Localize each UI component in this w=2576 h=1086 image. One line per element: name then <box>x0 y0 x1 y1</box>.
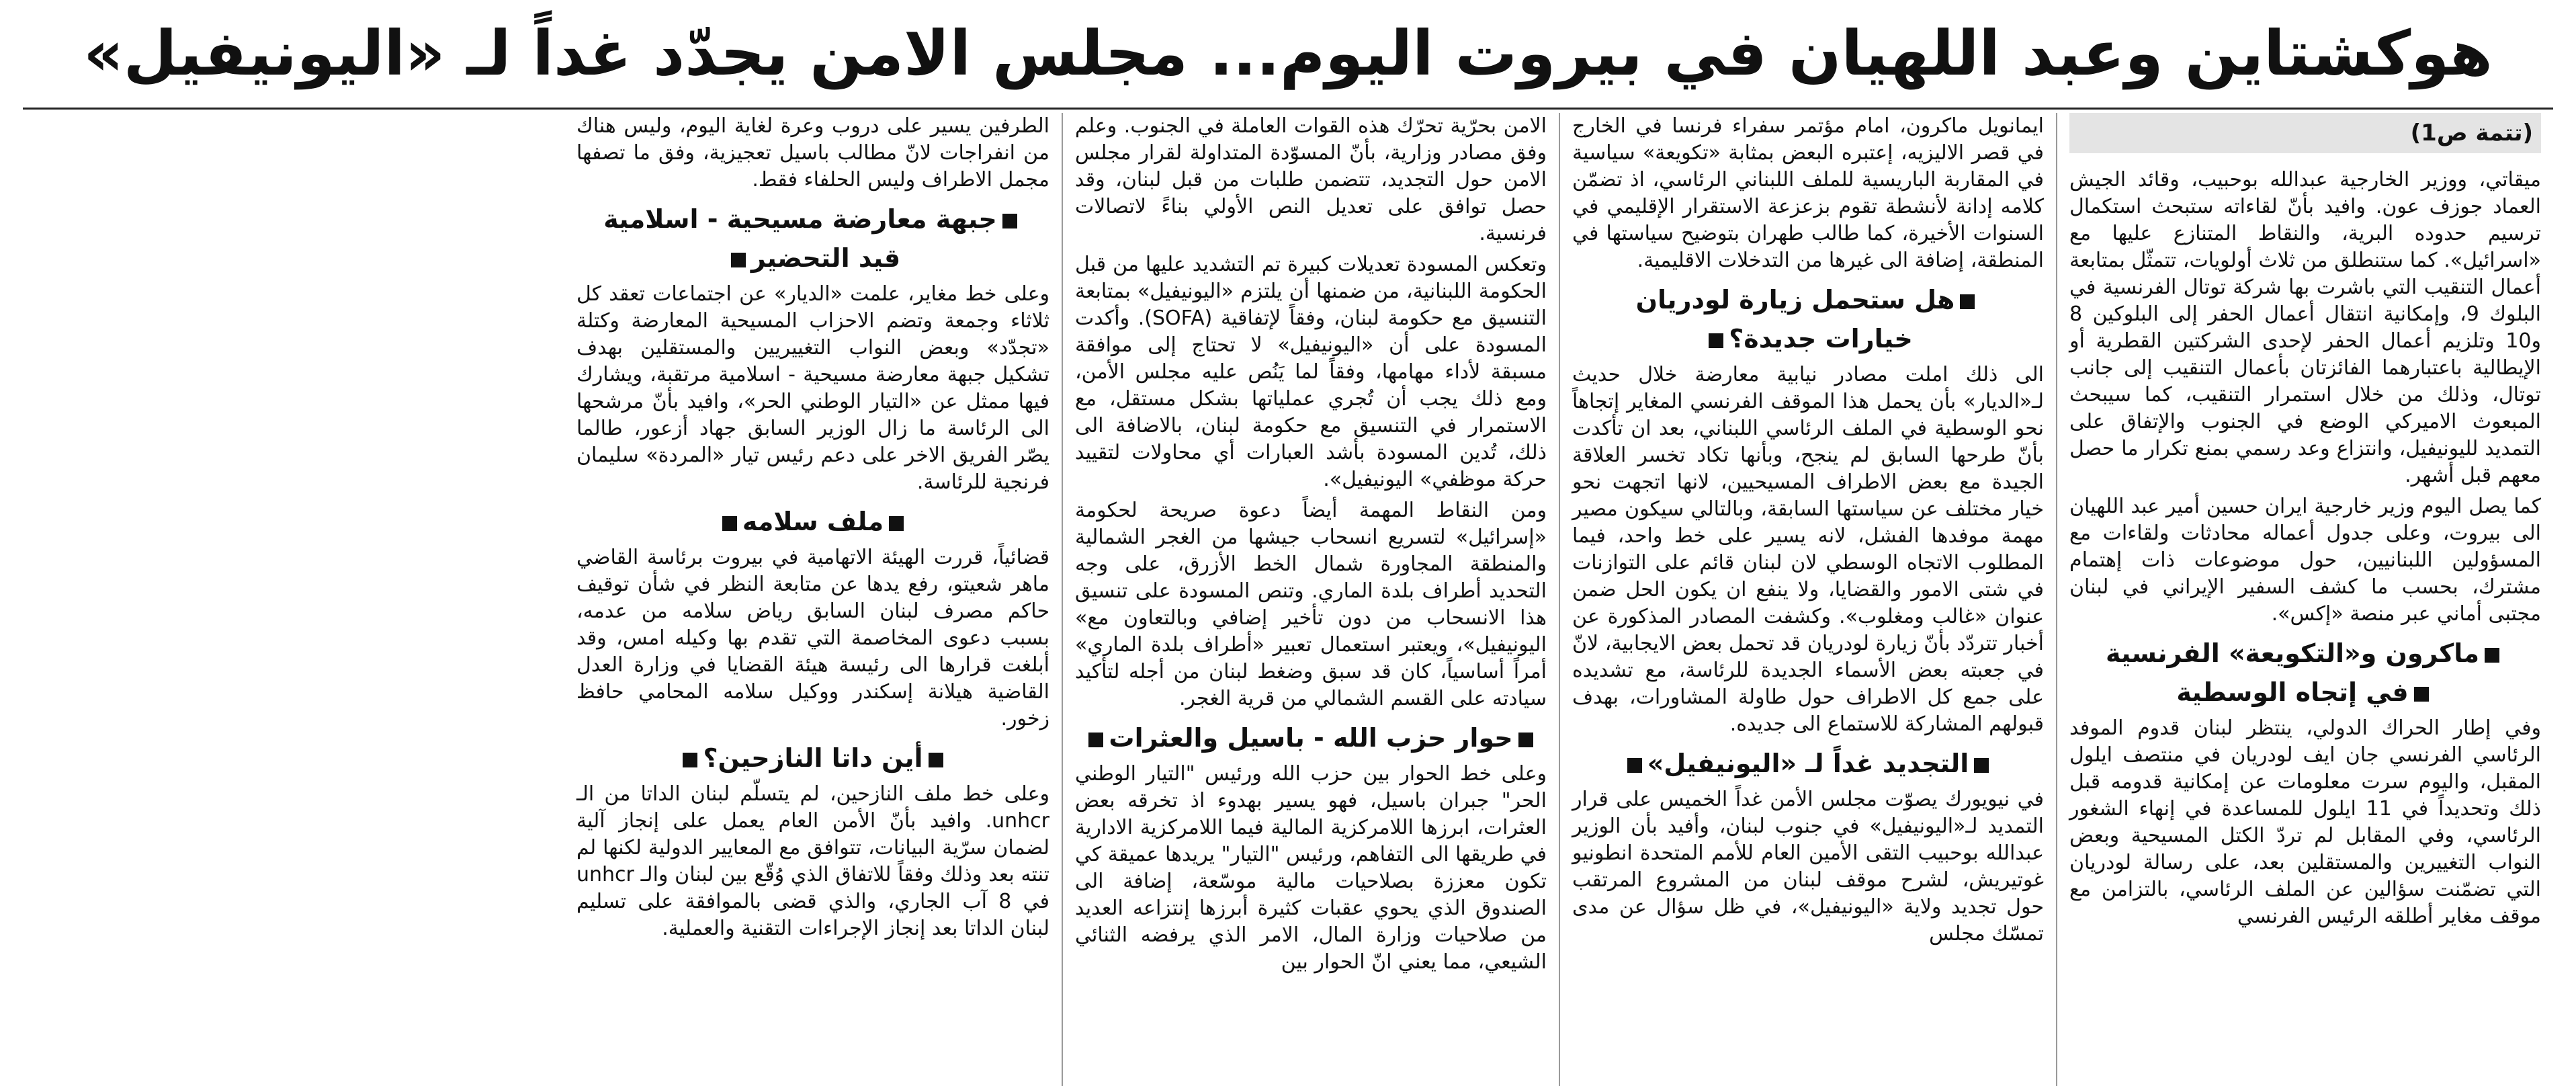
square-bullet-icon <box>2414 687 2429 702</box>
square-bullet-icon <box>1709 333 1723 348</box>
paragraph: وعلى خط الحوار بين حزب الله ورئيس "التيار الوطني الحر" جبران باسيل، فهو يسير بهدوء اذ تخرقه بعض العثرات، ابرزها اللامركزية المالية فيما اللامركزية الادارية في طريقها الى التفاهم، ورئيس "التيار" يريدها عميقة كي تكون معززة بصلاحيات مالية موسّعة، إضافة الى الصندوق الذي يحوي عقبات كثيرة أبرزها إنتزاعه العديد من صلاحيات وزارة المال، الامر الذي يرفضه الثنائي الشيعي، مما يعني انّ الحوار بين <box>1075 762 1547 974</box>
subheading <box>2069 676 2541 708</box>
subheading-text: ماكرون و«التكويعة» الفرنسية <box>2105 638 2480 668</box>
square-bullet-icon <box>731 253 746 267</box>
paragraph: ميقاتي، ووزير الخارجية عبدالله بوحبيب، وقائد الجيش العماد جوزف عون. وافيد بأنّ لقاءاته ستبحث استكمال ترسيم حدوده البرية، والنقاط المتنازع عليها مع «اسرائيل». كما ستنطلق من ثلاث أولويات، تتمثّل بمتابعة أعمال التنقيب التي باشرت بها شركة توتال الفرنسية في البلوك 9، وإمكانية انتقال أعمال الحفر إلى البلوكين 8 و10 وتلزيم أعمال الحفر لإحدى الشركتين القطرية أو الإيطالية باعتبارهما الفائزتان بأعمال التنقيب إلى جانب توتال، وذلك من خلال استمرار التنقيب، كما سيبحث المبعوث الاميركي الوضع في الجنوب والإتفاق على التمديد لليونيفيل، وانتزاع وعد رسمي بمنع تكرار ما حصل معهم قبل أشهر. <box>2069 168 2541 487</box>
paragraph: الطرفين يسير على دروب وعرة لغاية اليوم، وليس هناك من انفراجات لانّ مطالب باسيل تعجيزية، وفق ما تصفها مجمل الاطراف وليس الحلفاء فقط. <box>576 114 1049 192</box>
column-3 <box>1062 113 1559 1086</box>
square-bullet-icon <box>889 516 904 531</box>
column-1 <box>2056 113 2553 1086</box>
square-bullet-icon <box>1960 294 1975 309</box>
paragraph: في نيويورك يصوّت مجلس الأمن غداً الخميس على قرار التمديد لـ«اليونيفيل» في جنوب لبنان، وأفيد بأن الوزير عبدالله بوحبيب التقى الأمين العام للأمم المتحدة انطونيو غوتيريش، لشرح موقف لبنان من المشروع المرتقب حول تجديد ولاية «اليونيفيل»، في ظل سؤال عن مدى تمسّك مجلس <box>1572 788 2044 946</box>
subheading <box>576 505 1049 538</box>
paragraph: وعلى خط ملف النازحين، لم يتسلّم لبنان الداتا من الـ unhcr. وافيد بأنّ الأمن العام يعمل على إنجاز آلية لضمان سرّية البيانات، تتوافق مع المعايير الدولية لكنها لم تنته بعد وذلك وفقاً للاتفاق الذي وُقّع بين لبنان والـ unhcr في 8 آب الجاري، والذي قضى بالموافقة على تسليم لبنان الداتا بعد إنجاز الإجراءات التقنية والعملية. <box>576 782 1049 940</box>
subheading-text: قيد التحضير <box>750 243 901 273</box>
subheading <box>1572 323 2044 355</box>
paragraph: وتعكس المسودة تعديلات كبيرة تم التشديد عليها من قبل الحكومة اللبنانية، من ضمنها أن يلتزم «اليونيفيل» بمتابعة التنسيق مع حكومة لبنان، وفقاً لإتفاقية (SOFA). وأكدت المسودة على أن «اليونيفيل» لا تحتاج إلى موافقة مسبقة لأداء مهامها، وفقاً لما يَنُص عليه مجلس الأمن، ومع ذلك يجب أن تُجري عملياتها بشكل مستقل، مع الاستمرار في التنسيق مع حكومة لبنان، بالاضافة الى ذلك، تُدين المسودة بأشد العبارات أي محاولات لتقييد حركة موظفي» اليونيفيل». <box>1075 253 1547 491</box>
subheading-text: التجديد غداً لـ «اليونيفيل» <box>1647 749 1969 778</box>
subheading-text: حوار حزب الله - باسيل والعثرات <box>1109 723 1513 753</box>
subheading-text: أين داتا النازحين؟ <box>703 743 923 773</box>
column-4 <box>564 113 1062 1086</box>
paragraph: كما يصل اليوم وزير خارجية ايران حسين أمير عبد اللهيان الى بيروت، وعلى جدول أعماله محادثات ولقاءات مع المسؤولين اللبنانيين، حول موضوعات ذات إهتمام مشترك، بحسب ما كشف السفير الإيراني في لبنان مجتبى أماني عبر منصة «إكس». <box>2069 495 2541 626</box>
subheading <box>1075 722 1547 754</box>
paragraph: وعلى خط مغاير، علمت «الديار» عن اجتماعات تعقد كل ثلاثاء وجمعة وتضم الاحزاب المسيحية المعارضة وكتلة «تجدّد» وبعض النواب التغييريين والمستقلين بهدف تشكيل جبهة معارضة مسيحية - اسلامية مرتقبة، ويشارك فيها ممثل عن «التيار الوطني الحر»، وافيد بأنّ مرشحها الى الرئاسة ما زال الوزير السابق جهاد أزعور، طالما يصّر الفريق الاخر على دعم رئيس تيار «المردة» سليمان فرنجية للرئاسة. <box>576 282 1049 494</box>
square-bullet-icon <box>2485 648 2499 663</box>
subheading-text: جبهة معارضة مسيحية - اسلامية <box>603 204 997 234</box>
square-bullet-icon <box>683 753 697 767</box>
subheading <box>576 742 1049 774</box>
subheading <box>1572 747 2044 780</box>
subheading-text: هل ستحمل زيارة لودريان <box>1635 285 1955 315</box>
subheading <box>576 242 1049 274</box>
paragraph: الى ذلك املت مصادر نيابية معارضة خلال حديث لـ«الديار» بأن يحمل هذا الموقف الفرنسي المغاير إتجاهاً نحو الوسطية في الملف الرئاسي اللبناني، بعد ان تأكدت بأنّ طرحها السابق لم ينجح، وبأنها تكاد تخسر العلاقة الجيدة مع بعض الاطراف المسيحيين، لانها اتجهت نحو خيار مختلف عن سياستها السابقة، وبالتالي سيكون مصير مهمة موفدها الفشل، لانه يسير على خط واحد، فيما المطلوب الاتجاه الوسطي لان لبنان قائم على التوازنات في شتى الامور والقضايا، ولا ينفع ان يكون الحل ضمن عنوان «غالب ومغلوب». وكشفت المصادر المذكورة عن أخبار تتردّد بأنّ زيارة لودريان قد تحمل بعض الايجابية، لانّ في جعبته بعض الأسماء الجديدة للرئاسة، مع تشديده على جمع كل الاطراف حول طاولة المشاورات، بهدف قبولهم المشاركة للاستماع الى جديده. <box>1572 363 2044 736</box>
square-bullet-icon <box>1974 758 1989 773</box>
square-bullet-icon <box>1002 214 1017 228</box>
subheading-text: خيارات جديدة؟ <box>1729 324 1913 353</box>
square-bullet-icon <box>722 516 737 531</box>
paragraph: وفي إطار الحراك الدولي، ينتظر لبنان قدوم الموفد الرئاسي الفرنسي جان ايف لودريان في منتصف ايلول المقبل، واليوم سرت معلومات عن إمكانية قدومه قبل ذلك وتحديداً في 11 ايلول للمساعدة في إنهاء الشغور الرئاسي، وفي المقابل لم تردّ الكتل المسيحية وبعض النواب التغييرين والمستقلين بعد، على رسالة لودريان التي تضمّنت سؤالين عن الملف الرئاسي، بالتزامن مع موقف مغاير أطلقه الرئيس الفرنسي <box>2069 716 2542 928</box>
paragraph: قضائياً، قررت الهيئة الاتهامية في بيروت برئاسة القاضي ماهر شعيتو، رفع يدها عن متابعة النظر في شأن توقيف حاكم مصرف لبنان السابق رياض سلامه من عدمه، بسبب دعوى المخاصمة التي تقدم بها وكيله امس، وقد أبلغت قرارها الى رئيسة هيئة القضايا في وزارة العدل القاضية هيلانة إسكندر ووكيل سلامه المحامي حافظ زخور. <box>576 546 1049 730</box>
headline: هوكشتاين وعبد اللهيان في بيروت اليوم... مجلس الامن يجدّد غداً لـ «اليونيفيل» <box>23 0 2553 110</box>
article-columns <box>23 113 2553 1086</box>
paragraph: ايمانويل ماكرون، امام مؤتمر سفراء فرنسا في الخارج في قصر الاليزيه، إعتبره البعض بمثابة «تكويعة» سياسية في المقاربة الباريسية للملف اللبناني الرئاسي، اذ تضمّن كلامه إدانة لأنشطة تقوم بزعزعة الاستقرار الإقليمي في السنوات الأخيرة، كما طالب طهران بتوضيح سياستها في المنطقة، إضافة الى غيرها من التدخلات الاقليمية. <box>1572 114 2044 272</box>
square-bullet-icon <box>1088 733 1103 747</box>
square-bullet-icon <box>1518 733 1533 747</box>
continuation-label: (تتمة ص1) <box>2069 113 2541 153</box>
column-2 <box>1559 113 2056 1086</box>
subheading-text: ملف سلامه <box>742 507 884 536</box>
paragraph: ومن النقاط المهمة أيضاً دعوة صريحة لحكومة «إسرائيل» لتسريع انسحاب جيشها من الغجر الشمالية والمنطقة المجاورة شمال الخط الأزرق، على وجه التحديد أطراف بلدة الماري. وتنص المسودة على تنسيق هذا الانسحاب من دون تأخير إضافي وبالتعاون مع» اليونيفيل»، ويعتبر استعمال تعبير «أطراف بلدة الماري» أمراً أساسياً، كان قد سبق وضغط لبنان من أجله لتأكيد سيادته على القسم الشمالي من قرية الغجر. <box>1075 499 1547 710</box>
subheading <box>576 203 1049 235</box>
subheading <box>1572 284 2044 316</box>
subheading <box>2069 637 2541 669</box>
square-bullet-icon <box>929 753 943 767</box>
square-bullet-icon <box>1627 758 1642 773</box>
paragraph: الامن بحرّية تحرّك هذه القوات العاملة في الجنوب. وعلم وفق مصادر وزارية، بأنّ المسوّدة المتداولة لقرار مجلس الامن حول التجديد، تتضمن طلبات من قبل لبنان، وقد حصل توافق على تعديل النص الأولي بناءً لاتصالات فرنسية. <box>1075 114 1547 245</box>
subheading-text: في إتجاه الوسطية <box>2176 677 2409 707</box>
